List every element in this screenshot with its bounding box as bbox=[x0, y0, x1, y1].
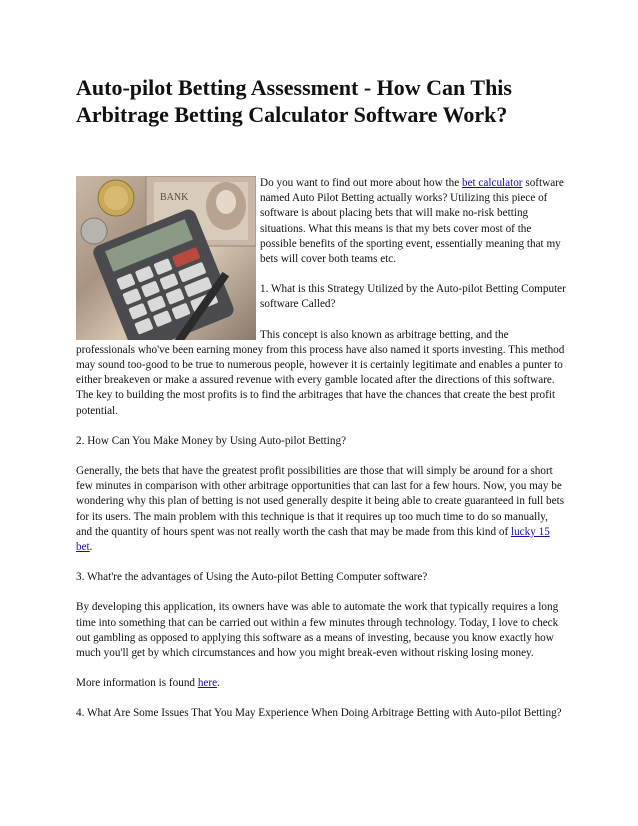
answer-1-paragraph: This concept is also known as arbitrage betting, and the professionals who've been earning money from this process have also named it sports investing. This method may sound too-good to be true to numerous people, however it is certainly legitimate and enables a punter to either breakeven or make a assured revenue with every gamble located after the directions of this software. The key to building the most profits is to find the arbitrages that have the chances that create the best profit potential. bbox=[76, 328, 565, 417]
more-info-paragraph bbox=[76, 676, 566, 691]
bet-calculator-link[interactable]: bet calculator bbox=[461, 177, 523, 189]
more-info-text: More information is found bbox=[76, 677, 198, 690]
intro-text-start: Do you want to find out more about how the bbox=[260, 177, 462, 189]
here-link[interactable]: here bbox=[197, 677, 218, 690]
answer-2-paragraph bbox=[76, 464, 566, 555]
question-1: 1. What is this Strategy Utilized by the Auto-pilot Betting Computer software Called? bbox=[260, 283, 566, 311]
page-title: Auto-pilot Betting Assessment - How Can This Arbitrage Betting Calculator Software Work? bbox=[76, 75, 512, 127]
svg-text:BANK: BANK bbox=[160, 192, 189, 203]
answer-2-text-end: . bbox=[89, 541, 93, 554]
image-float-spacer bbox=[76, 176, 260, 341]
article-body bbox=[76, 176, 566, 737]
lucky-15-bet-link[interactable]: lucky 15 bet bbox=[76, 525, 550, 554]
answer-2-text-start: Generally, the bets that have the greatest profit possibilities are those that will simply be around for a short few minutes in comparison with other arbitrage opportunities that can last for a few hours. Now, you may be wondering why this plan of betting is not used generally despite it being able to create guaranteed in full bets for its users. The main problem with this technique is that it requires up too much time to do so manually, and the quantity of hours spent was not really worth the cash that may be made from this kind of bbox=[76, 465, 565, 538]
more-info-period: . bbox=[217, 677, 220, 690]
question-3: 3. What're the advantages of Using the Auto-pilot Betting Computer software? bbox=[76, 571, 428, 584]
question-4: 4. What Are Some Issues That You May Experience When Doing Arbitrage Betting with Auto-pilot Betting? bbox=[76, 707, 562, 720]
answer-3-paragraph: By developing this application, its owners have was able to automate the work that typically requires a long time into something that can be carried out within a few minutes through technology. Today, I love to check out gambling as opposed to applying this software as a means of investing, because you know exactly how much you'll get by which circumstances and how you might break-even without risking losing money. bbox=[76, 601, 559, 660]
question-2: 2. How Can You Make Money by Using Auto-pilot Betting? bbox=[76, 434, 347, 447]
intro-text-end: software named Auto Pilot Betting actually works? Utilizing this piece of software is about placing bets that will make no-risk betting situations. What this means is that my bets cover most of the possible benefits of the sporting event, essentially meaning that my bets will cover both teams etc. bbox=[260, 177, 564, 266]
